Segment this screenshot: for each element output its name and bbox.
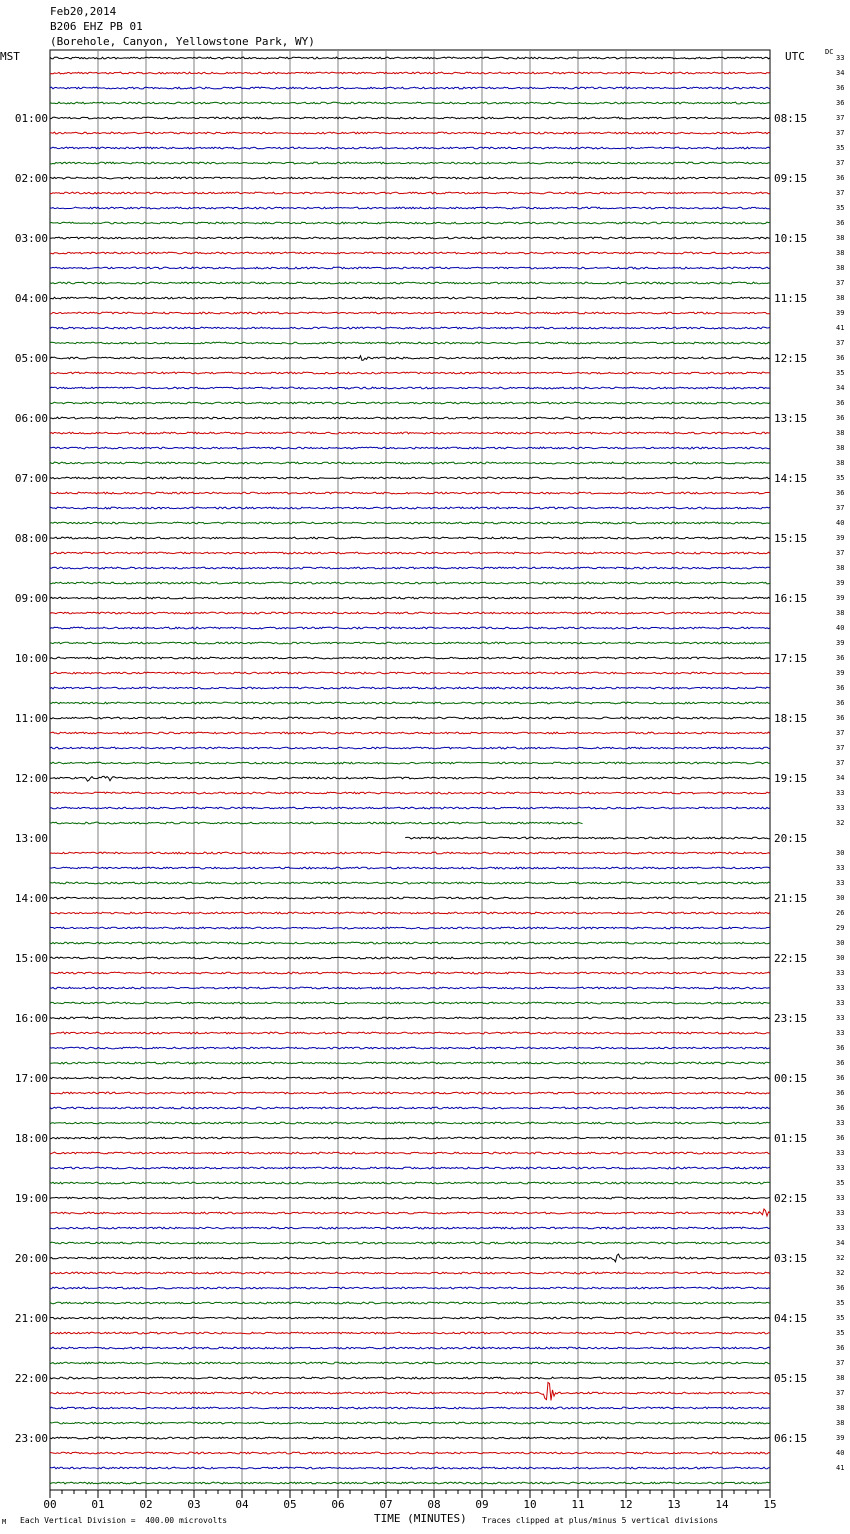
x-tick-label: 14 bbox=[715, 1498, 729, 1511]
right-hour-label: 02:15 bbox=[774, 1192, 808, 1205]
trace-row-3 bbox=[50, 102, 770, 104]
right-hour-label: 22:15 bbox=[774, 952, 808, 965]
dc-value: 35 bbox=[836, 369, 845, 377]
trace-row-44 bbox=[50, 717, 770, 719]
trace-row-21 bbox=[50, 372, 770, 374]
right-hour-label: 18:15 bbox=[774, 712, 808, 725]
dc-value: 36 bbox=[836, 99, 845, 107]
trace-row-58 bbox=[50, 927, 770, 929]
right-hour-label: 19:15 bbox=[774, 772, 808, 785]
trace-row-69 bbox=[50, 1092, 770, 1094]
dc-value: 35 bbox=[836, 474, 845, 482]
dc-value: 33 bbox=[836, 1209, 845, 1217]
trace-row-38 bbox=[50, 627, 770, 629]
dc-value: 38 bbox=[836, 1374, 845, 1382]
trace-row-12 bbox=[50, 237, 770, 239]
trace-row-70 bbox=[50, 1107, 770, 1109]
dc-value: 36 bbox=[836, 174, 845, 182]
left-hour-label: 17:00 bbox=[14, 1072, 48, 1085]
dc-value: 33 bbox=[836, 1119, 845, 1127]
station-location: (Borehole, Canyon, Yellowstone Park, WY) bbox=[50, 35, 315, 48]
dc-value: 30 bbox=[836, 849, 845, 857]
trace-row-42 bbox=[50, 687, 770, 689]
dc-value: 36 bbox=[836, 1134, 845, 1142]
station-code: B206 EHZ PB 01 bbox=[50, 20, 143, 33]
dc-value: 38 bbox=[836, 234, 845, 242]
right-timezone-label: UTC bbox=[785, 50, 805, 63]
dc-value: 36 bbox=[836, 84, 845, 92]
trace-row-73 bbox=[50, 1152, 770, 1154]
dc-value: 30 bbox=[836, 954, 845, 962]
left-hour-label: 11:00 bbox=[14, 712, 48, 725]
dc-value: 36 bbox=[836, 1089, 845, 1097]
dc-value: 37 bbox=[836, 1389, 845, 1397]
x-tick-label: 12 bbox=[619, 1498, 633, 1511]
trace-row-41 bbox=[50, 672, 770, 674]
trace-row-71 bbox=[50, 1122, 770, 1124]
left-hour-label: 05:00 bbox=[14, 352, 48, 365]
trace-row-74 bbox=[50, 1167, 770, 1169]
trace-row-40 bbox=[50, 657, 770, 659]
trace-row-18 bbox=[50, 327, 770, 329]
x-tick-label: 09 bbox=[475, 1498, 489, 1511]
trace-row-5 bbox=[50, 132, 770, 134]
trace-row-1 bbox=[50, 72, 770, 74]
clipping-note: Traces clipped at plus/minus 5 vertical divisions bbox=[482, 1516, 719, 1525]
dc-value: 37 bbox=[836, 189, 845, 197]
trace-row-81 bbox=[50, 1272, 770, 1274]
trace-row-92 bbox=[50, 1437, 770, 1439]
dc-value: 36 bbox=[836, 354, 845, 362]
trace-row-2 bbox=[50, 87, 770, 89]
trace-row-84 bbox=[50, 1317, 770, 1319]
trace-row-59 bbox=[50, 942, 770, 944]
left-hour-label: 04:00 bbox=[14, 292, 48, 305]
trace-row-51 bbox=[50, 822, 583, 824]
x-tick-label: 04 bbox=[235, 1498, 249, 1511]
dc-value: 34 bbox=[836, 1239, 845, 1247]
trace-row-94 bbox=[50, 1467, 770, 1469]
x-tick-label: 08 bbox=[427, 1498, 441, 1511]
dc-value: 36 bbox=[836, 1059, 845, 1067]
dc-value: 38 bbox=[836, 294, 845, 302]
dc-value: 32 bbox=[836, 1254, 845, 1262]
trace-row-46 bbox=[50, 747, 770, 749]
trace-row-17 bbox=[50, 312, 770, 314]
trace-row-53 bbox=[50, 852, 770, 854]
trace-row-15 bbox=[50, 282, 770, 284]
x-tick-label: 01 bbox=[91, 1498, 105, 1511]
dc-value: 34 bbox=[836, 69, 845, 77]
dc-value: 40 bbox=[836, 519, 845, 527]
left-hour-label: 09:00 bbox=[14, 592, 48, 605]
trace-row-88 bbox=[50, 1377, 770, 1379]
trace-row-8 bbox=[50, 177, 770, 179]
right-hour-label: 03:15 bbox=[774, 1252, 808, 1265]
trace-row-78 bbox=[50, 1227, 770, 1229]
trace-row-9 bbox=[50, 192, 770, 194]
dc-value: 36 bbox=[836, 414, 845, 422]
dc-value: 36 bbox=[836, 1044, 845, 1052]
dc-value: 33 bbox=[836, 864, 845, 872]
dc-value: 37 bbox=[836, 729, 845, 737]
dc-value: 33 bbox=[836, 1029, 845, 1037]
dc-value: 36 bbox=[836, 1074, 845, 1082]
trace-row-26 bbox=[50, 447, 770, 449]
trace-row-11 bbox=[50, 222, 770, 224]
trace-row-83 bbox=[50, 1302, 770, 1304]
left-hour-label: 15:00 bbox=[14, 952, 48, 965]
trace-row-7 bbox=[50, 162, 770, 164]
right-hour-label: 15:15 bbox=[774, 532, 808, 545]
trace-row-62 bbox=[50, 987, 770, 989]
dc-value: 38 bbox=[836, 429, 845, 437]
trace-row-25 bbox=[50, 432, 770, 434]
x-tick-label: 02 bbox=[139, 1498, 153, 1511]
trace-row-72 bbox=[50, 1137, 770, 1139]
dc-value: 41 bbox=[836, 324, 845, 332]
trace-row-75 bbox=[50, 1182, 770, 1184]
x-axis-label: TIME (MINUTES) bbox=[374, 1512, 467, 1525]
trace-row-56 bbox=[50, 897, 770, 899]
dc-value: 37 bbox=[836, 279, 845, 287]
trace-row-36 bbox=[50, 597, 770, 599]
left-hour-label: 01:00 bbox=[14, 112, 48, 125]
dc-value: 30 bbox=[836, 894, 845, 902]
dc-value: 34 bbox=[836, 774, 845, 782]
right-hour-label: 10:15 bbox=[774, 232, 808, 245]
dc-value: 33 bbox=[836, 804, 845, 812]
trace-row-86 bbox=[50, 1347, 770, 1349]
right-hour-label: 17:15 bbox=[774, 652, 808, 665]
trace-row-80 bbox=[50, 1254, 770, 1262]
dc-value: 40 bbox=[836, 624, 845, 632]
x-tick-label: 15 bbox=[763, 1498, 777, 1511]
trace-row-68 bbox=[50, 1077, 770, 1079]
dc-value: 38 bbox=[836, 264, 845, 272]
right-hour-label: 01:15 bbox=[774, 1132, 808, 1145]
trace-row-0 bbox=[50, 57, 770, 59]
dc-value: 40 bbox=[836, 1449, 845, 1457]
trace-row-23 bbox=[50, 402, 770, 404]
x-tick-label: 03 bbox=[187, 1498, 201, 1511]
dc-value: 36 bbox=[836, 219, 845, 227]
right-hour-label: 05:15 bbox=[774, 1372, 808, 1385]
dc-value: 39 bbox=[836, 534, 845, 542]
dc-value: 38 bbox=[836, 459, 845, 467]
left-hour-label: 19:00 bbox=[14, 1192, 48, 1205]
trace-row-24 bbox=[50, 417, 770, 419]
trace-row-30 bbox=[50, 507, 770, 509]
trace-row-85 bbox=[50, 1332, 770, 1334]
trace-row-90 bbox=[50, 1407, 770, 1409]
dc-value: 35 bbox=[836, 144, 845, 152]
dc-value: 33 bbox=[836, 1224, 845, 1232]
trace-row-63 bbox=[50, 1002, 770, 1004]
dc-value: 37 bbox=[836, 114, 845, 122]
trace-row-49 bbox=[50, 792, 770, 794]
dc-value: 41 bbox=[836, 1464, 845, 1472]
left-hour-label: 08:00 bbox=[14, 532, 48, 545]
dc-value: 33 bbox=[836, 999, 845, 1007]
trace-row-33 bbox=[50, 552, 770, 554]
left-hour-label: 16:00 bbox=[14, 1012, 48, 1025]
trace-row-64 bbox=[50, 1017, 770, 1019]
right-hour-label: 14:15 bbox=[774, 472, 808, 485]
dc-value: 38 bbox=[836, 1404, 845, 1412]
dc-value: 39 bbox=[836, 1434, 845, 1442]
left-hour-label: 13:00 bbox=[14, 832, 48, 845]
x-tick-label: 00 bbox=[43, 1498, 57, 1511]
left-hour-label: 23:00 bbox=[14, 1432, 48, 1445]
right-hour-label: 00:15 bbox=[774, 1072, 808, 1085]
left-hour-label: 06:00 bbox=[14, 412, 48, 425]
right-hour-label: 23:15 bbox=[774, 1012, 808, 1025]
footer-mark: M bbox=[2, 1518, 7, 1526]
dc-value: 33 bbox=[836, 789, 845, 797]
x-tick-label: 05 bbox=[283, 1498, 297, 1511]
trace-row-82 bbox=[50, 1287, 770, 1289]
dc-value: 38 bbox=[836, 249, 845, 257]
trace-row-91 bbox=[50, 1422, 770, 1424]
dc-value: 33 bbox=[836, 1194, 845, 1202]
vertical-division-note: Each Vertical Division = 400.00 microvolts bbox=[20, 1516, 228, 1525]
dc-value: 36 bbox=[836, 714, 845, 722]
dc-value: 36 bbox=[836, 654, 845, 662]
dc-value: 26 bbox=[836, 909, 845, 917]
dc-value: 33 bbox=[836, 1164, 845, 1172]
trace-row-19 bbox=[50, 342, 770, 344]
left-hour-label: 03:00 bbox=[14, 232, 48, 245]
dc-value: 38 bbox=[836, 564, 845, 572]
trace-row-6 bbox=[50, 147, 770, 149]
trace-row-77 bbox=[50, 1209, 770, 1216]
trace-row-93 bbox=[50, 1452, 770, 1454]
trace-row-60 bbox=[50, 957, 770, 959]
left-hour-label: 07:00 bbox=[14, 472, 48, 485]
trace-row-22 bbox=[50, 387, 770, 389]
trace-row-52 bbox=[405, 837, 770, 839]
dc-value: 37 bbox=[836, 504, 845, 512]
trace-row-20 bbox=[50, 356, 770, 361]
dc-value: 37 bbox=[836, 549, 845, 557]
trace-row-47 bbox=[50, 762, 770, 764]
trace-row-57 bbox=[50, 912, 770, 914]
dc-value: 33 bbox=[836, 969, 845, 977]
right-hour-label: 21:15 bbox=[774, 892, 808, 905]
dc-value: 38 bbox=[836, 1419, 845, 1427]
dc-value: 36 bbox=[836, 1344, 845, 1352]
trace-row-27 bbox=[50, 462, 770, 464]
trace-row-14 bbox=[50, 267, 770, 269]
trace-row-45 bbox=[50, 732, 770, 734]
trace-row-67 bbox=[50, 1062, 770, 1064]
x-tick-label: 13 bbox=[667, 1498, 681, 1511]
chart-date: Feb20,2014 bbox=[50, 5, 117, 18]
left-timezone-label: MST bbox=[0, 50, 20, 63]
trace-row-95 bbox=[50, 1482, 770, 1484]
dc-value: 33 bbox=[836, 1149, 845, 1157]
x-tick-label: 06 bbox=[331, 1498, 345, 1511]
dc-value: 35 bbox=[836, 1314, 845, 1322]
dc-value: 39 bbox=[836, 594, 845, 602]
trace-row-55 bbox=[50, 882, 770, 884]
trace-row-16 bbox=[50, 297, 770, 299]
trace-row-37 bbox=[50, 612, 770, 614]
dc-value: 38 bbox=[836, 609, 845, 617]
dc-value: 35 bbox=[836, 1299, 845, 1307]
left-hour-label: 14:00 bbox=[14, 892, 48, 905]
right-hour-label: 09:15 bbox=[774, 172, 808, 185]
right-hour-label: 08:15 bbox=[774, 112, 808, 125]
dc-value: 36 bbox=[836, 1284, 845, 1292]
trace-row-28 bbox=[50, 477, 770, 479]
dc-value: 37 bbox=[836, 744, 845, 752]
trace-row-4 bbox=[50, 117, 770, 119]
left-hour-label: 02:00 bbox=[14, 172, 48, 185]
dc-value: 33 bbox=[836, 1014, 845, 1022]
right-hour-label: 06:15 bbox=[774, 1432, 808, 1445]
dc-value: 39 bbox=[836, 309, 845, 317]
dc-value: 29 bbox=[836, 924, 845, 932]
trace-row-32 bbox=[50, 537, 770, 539]
right-hour-label: 16:15 bbox=[774, 592, 808, 605]
right-hour-label: 04:15 bbox=[774, 1312, 808, 1325]
dc-value: 33 bbox=[836, 984, 845, 992]
x-tick-label: 11 bbox=[571, 1498, 585, 1511]
dc-value: 32 bbox=[836, 1269, 845, 1277]
left-hour-label: 21:00 bbox=[14, 1312, 48, 1325]
trace-row-66 bbox=[50, 1047, 770, 1049]
right-hour-label: 20:15 bbox=[774, 832, 808, 845]
left-hour-label: 12:00 bbox=[14, 772, 48, 785]
trace-row-43 bbox=[50, 702, 770, 704]
dc-value: 37 bbox=[836, 339, 845, 347]
left-hour-label: 18:00 bbox=[14, 1132, 48, 1145]
dc-value: 34 bbox=[836, 384, 845, 392]
trace-row-10 bbox=[50, 207, 770, 209]
trace-row-50 bbox=[50, 807, 770, 809]
trace-row-29 bbox=[50, 492, 770, 494]
dc-value: 37 bbox=[836, 1359, 845, 1367]
left-hour-label: 10:00 bbox=[14, 652, 48, 665]
dc-value: 36 bbox=[836, 399, 845, 407]
dc-value: 36 bbox=[836, 699, 845, 707]
dc-column-label: DC bbox=[825, 48, 834, 56]
dc-value: 36 bbox=[836, 1104, 845, 1112]
left-hour-label: 22:00 bbox=[14, 1372, 48, 1385]
trace-row-31 bbox=[50, 522, 770, 524]
dc-value: 37 bbox=[836, 759, 845, 767]
right-hour-label: 11:15 bbox=[774, 292, 808, 305]
dc-value: 38 bbox=[836, 444, 845, 452]
dc-value: 36 bbox=[836, 489, 845, 497]
dc-value: 32 bbox=[836, 819, 845, 827]
right-hour-label: 13:15 bbox=[774, 412, 808, 425]
dc-value: 30 bbox=[836, 939, 845, 947]
dc-value: 37 bbox=[836, 159, 845, 167]
trace-row-61 bbox=[50, 972, 770, 974]
trace-row-13 bbox=[50, 252, 770, 254]
dc-value: 39 bbox=[836, 639, 845, 647]
right-hour-label: 12:15 bbox=[774, 352, 808, 365]
trace-row-65 bbox=[50, 1032, 770, 1034]
trace-row-79 bbox=[50, 1242, 770, 1244]
left-hour-label: 20:00 bbox=[14, 1252, 48, 1265]
dc-value: 33 bbox=[836, 54, 845, 62]
trace-row-89 bbox=[50, 1382, 770, 1400]
trace-row-48 bbox=[50, 776, 770, 781]
dc-value: 35 bbox=[836, 1179, 845, 1187]
dc-value: 39 bbox=[836, 669, 845, 677]
dc-value: 35 bbox=[836, 204, 845, 212]
dc-value: 33 bbox=[836, 879, 845, 887]
trace-row-34 bbox=[50, 567, 770, 569]
trace-row-87 bbox=[50, 1362, 770, 1364]
x-tick-label: 10 bbox=[523, 1498, 537, 1511]
dc-value: 37 bbox=[836, 129, 845, 137]
trace-row-76 bbox=[50, 1197, 770, 1199]
x-tick-label: 07 bbox=[379, 1498, 393, 1511]
dc-value: 39 bbox=[836, 579, 845, 587]
trace-row-54 bbox=[50, 867, 770, 869]
trace-row-35 bbox=[50, 582, 770, 584]
dc-value: 35 bbox=[836, 1329, 845, 1337]
dc-value: 36 bbox=[836, 684, 845, 692]
trace-row-39 bbox=[50, 642, 770, 644]
